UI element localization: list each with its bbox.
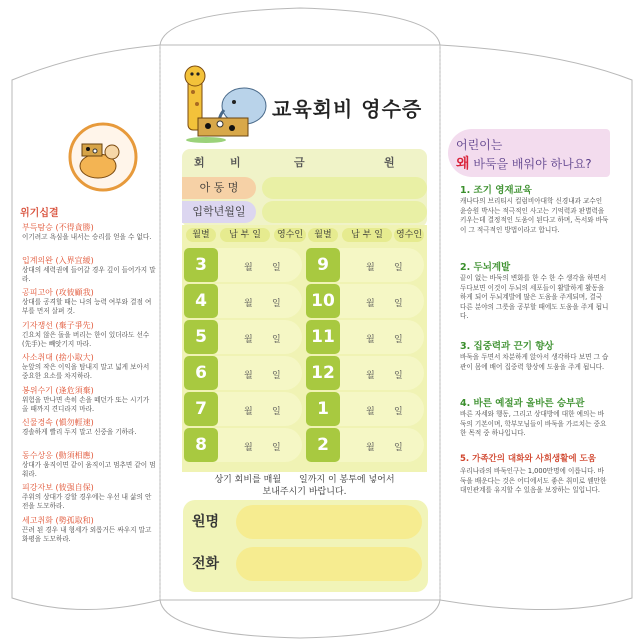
rule-description: 주위의 상대가 강할 경우에는 우선 내 삶의 안전을 도모하라. [22,493,152,510]
amount-row [182,149,427,173]
day-mark: 일 [272,443,281,453]
month-mark: 월 [366,407,375,417]
month-cell: 12 [306,356,340,390]
month-cell: 3 [184,248,218,282]
day-mark: 일 [394,335,403,345]
rule-description: 상대를 공격할 때는 나의 능력 여부와 결점 여부를 먼저 살펴 것. [22,298,152,315]
day-mark: 일 [272,371,281,381]
reason-description: 끝이 없는 바둑의 변화를 한 수 한 수 생각을 하면서 두다보면 이것이 두뇌의 세포들이 활발하게 활동을 하게 되어 두뇌계발에 많은 도움을 주게되며, 결국 다른 분야의 그릇을 공부할 때에도 도움을 주게 됩니다. [460,274,609,320]
day-mark: 일 [394,299,403,309]
reason-title: 4. 바른 예절과 올바른 승부관 [460,398,585,409]
rule-title: 동수상응 (動須相應) [22,450,94,460]
header-pay-date: 납 부 일 [220,228,270,242]
month-mark: 월 [244,335,253,345]
child-name-label: 아 동 명 [182,177,256,199]
reason-title: 5. 가족간의 대화와 사회생활에 도움 [460,454,596,464]
rule-description: 끈려 된 경우 내 형세가 외롭거든 싸우지 말고 화평을 도모하라. [22,525,152,543]
mascot-illustration [176,62,276,144]
month-cell: 2 [306,428,340,462]
rule-title: 피강자보 (彼强自保) [22,483,94,492]
rule-title: 기자쟁선 (棄子爭先) [22,320,94,330]
header-receiver: 영수인 [274,228,306,242]
reason-description: 바둑을 두면서 차분하게 앉아서 생각하다 보면 그 습관이 몸에 배어 집중력 향상에 도움을 주게 됩니다. [460,353,609,371]
amount-label-2: 비 [230,156,241,169]
month-cell: 6 [184,356,218,390]
day-mark: 일 [394,443,403,453]
month-cell: 4 [184,284,218,318]
rule-title: 부득탐승 (不得貪勝) [22,223,94,232]
rule-description: 상대의 세력권에 들어갈 경우 깊이 들어가지 말라. [22,265,156,283]
rule-title: 사소취대 (捨小取大) [22,353,94,362]
question-line2-text: 바둑을 배워야 하나요? [469,157,592,171]
reason-description: 바른 자세와 행동, 그리고 상대방에 대한 예의는 바둑의 기본이며, 학부모님들이 바둑을 가르치는 중요한 목적 중 하나입니다. [460,410,607,437]
payment-note-line2: 보내주시기 바랍니다. [262,487,347,497]
reason-title: 1. 조기 영재교육 [460,185,532,196]
question-line1: 어린이는 [456,138,503,152]
reason-description: 우리나라의 바둑인구는 1,000만명에 이릅니다. 바둑을 배운다는 것은 어디에서도 좋은 취미로 웬만한 대인관계를 유지할 수 있음을 보장하는 일입니다. [460,467,607,494]
header-pay-date-2: 납 부 일 [342,228,392,242]
day-mark: 일 [272,299,281,309]
receipt-title: 교육회비 영수증 [272,97,423,121]
rule-description: 눈앞의 작은 이익을 탐내지 말고 넓게 보아서 중요한 요소를 차지하라. [22,363,150,380]
day-mark: 일 [272,263,281,273]
rule-title: 신물경속 (愼勿輕速) [22,418,94,427]
month-mark: 월 [244,443,253,453]
month-mark: 월 [366,263,375,273]
month-mark: 월 [244,299,253,309]
month-cell: 1 [306,392,340,426]
rule-title: 세고취화 (勢孤取和) [22,515,94,525]
rule-title: 공피고아 (攻彼顧我) [22,288,94,297]
question-line2 [456,153,592,173]
month-mark: 월 [366,371,375,381]
enroll-date-label: 입학년월일 [182,201,256,223]
rule-description: 이기려고 욕심을 내서는 승리를 얻을 수 없다. [22,233,152,241]
rule-description: 경솔하게 빨리 두지 말고 신중을 기하라. [22,428,137,436]
month-mark: 월 [244,371,253,381]
month-cell: 5 [184,320,218,354]
month-cell: 10 [306,284,340,318]
month-cell: 9 [306,248,340,282]
reason-title: 2. 두뇌계발 [460,262,511,273]
amount-label-3: 금 [294,156,305,169]
amount-label-1: 회 [194,156,205,169]
rule-title: 봉위수기 (逢危須棄) [22,385,94,395]
month-cell: 7 [184,392,218,426]
day-mark: 일 [394,263,403,273]
child-name-field[interactable] [262,177,427,199]
header-month-2: 월별 [308,228,338,242]
question-emphasis: 왜 [456,156,470,172]
phone-label: 전화 [192,556,220,572]
payment-note [182,474,427,498]
month-cell: 8 [184,428,218,462]
header-month: 월별 [186,228,216,242]
enroll-date-field[interactable] [262,201,427,223]
phone-field[interactable] [236,547,422,581]
left-flap-title: 위기십결 [20,208,59,219]
rule-title: 입계의완 (入界宜緩) [22,255,94,265]
day-mark: 일 [272,335,281,345]
rule-description: 상대가 움직이면 같이 움직이고 멈추면 같이 멈춰라. [22,460,156,478]
month-mark: 월 [244,407,253,417]
amount-label-4: 원 [384,156,395,169]
day-mark: 일 [394,407,403,417]
month-mark: 월 [366,443,375,453]
academy-name-field[interactable] [236,505,422,539]
month-mark: 월 [366,335,375,345]
payment-note-line1: 상기 회비를 매월 일까지 이 봉투에 넣어서 [214,475,395,485]
day-mark: 일 [272,407,281,417]
header-receiver-2: 영수인 [395,230,423,240]
month-mark: 월 [244,263,253,273]
rule-description: 긴요치 않은 돌을 버리는 한이 있더라도 선수(先手)는 빼앗기지 마라. [22,330,150,348]
reason-description: 캐나다의 브리티시 컬럼비아대학 신경내과 교수인 윤승원 박사는 적극적인 사고는 기억력과 판별력을 키우는데 결정적인 도움이 된다고 하며, 독서와 바둑이 그 적극적인 방법이라고 합니다. [460,197,609,234]
go-player-illustration [68,122,138,192]
rule-description: 위험을 만나면 속히 손을 떼던가 또는 시기가 올 때까지 견디라지 마라. [22,395,150,413]
month-mark: 월 [366,299,375,309]
day-mark: 일 [394,371,403,381]
academy-name-label: 원명 [192,514,220,530]
reason-title: 3. 집중력과 끈기 향상 [460,341,554,352]
month-cell: 11 [306,320,340,354]
